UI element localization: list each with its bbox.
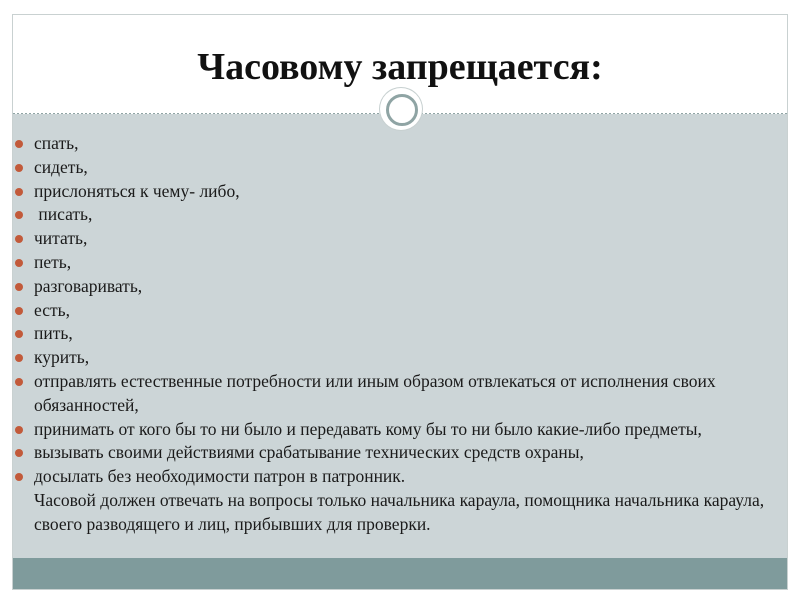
list-item-text: отправлять естественные потребности или иным образом отвлекаться от исполнения своих обязанностей, <box>34 370 716 415</box>
list-item-text: прислоняться к чему- либо, <box>34 180 240 201</box>
list-item <box>13 322 787 346</box>
prohibitions-list <box>13 132 787 537</box>
list-item <box>13 251 787 275</box>
list-item <box>13 227 787 251</box>
slide-title: Часовому запрещается: <box>197 46 603 88</box>
list-item <box>13 465 787 489</box>
list-item <box>13 441 787 465</box>
list-item-text: сидеть, <box>34 156 88 177</box>
list-item <box>13 275 787 299</box>
list-item-text: спать, <box>34 133 79 153</box>
list-item <box>13 156 787 180</box>
list-item <box>13 132 787 156</box>
bullet-icon <box>15 235 23 243</box>
list-item-text: есть, <box>34 299 70 320</box>
bullet-icon <box>15 449 23 457</box>
bullet-icon <box>15 354 23 362</box>
bullet-icon <box>15 140 23 148</box>
list-item <box>13 370 787 418</box>
bullet-icon <box>15 378 23 386</box>
list-item-text: курить, <box>34 347 90 368</box>
list-item-text: петь, <box>34 251 72 272</box>
list-item-text: досылать без необходимости патрон в патронник. <box>34 466 406 487</box>
bullet-icon <box>15 307 23 315</box>
bullet-icon <box>15 473 23 481</box>
bullet-icon <box>15 426 23 434</box>
bullet-icon <box>15 330 23 338</box>
list-item-text: вызывать своими действиями срабатывание технических средств охраны, <box>34 442 584 463</box>
list-item <box>13 299 787 323</box>
list-item-text: принимать от кого бы то ни было и передавать кому бы то ни было какие-либо предметы, <box>34 418 702 439</box>
list-item-text: разговаривать, <box>34 275 143 296</box>
list-item-text: пить, <box>34 323 73 344</box>
bullet-icon <box>15 211 23 219</box>
bullet-icon <box>15 164 23 172</box>
ring-icon <box>386 94 418 126</box>
circle-ornament-icon <box>380 88 422 130</box>
list-item <box>13 346 787 370</box>
slide <box>12 14 788 590</box>
list-item <box>13 180 787 204</box>
bullet-icon <box>15 283 23 291</box>
footer-band <box>13 558 787 589</box>
note-paragraph <box>13 489 787 537</box>
list-item-text: читать, <box>34 228 88 249</box>
list-item <box>13 203 787 227</box>
list-item-text: писать, <box>34 204 93 225</box>
note-text: Часовой должен отвечать на вопросы только начальника караула, помощника начальника караула, своего разводящего и лиц, прибывших для проверки. <box>34 489 765 534</box>
bullet-icon <box>15 259 23 267</box>
list-item <box>13 418 787 442</box>
bullet-icon <box>15 188 23 196</box>
